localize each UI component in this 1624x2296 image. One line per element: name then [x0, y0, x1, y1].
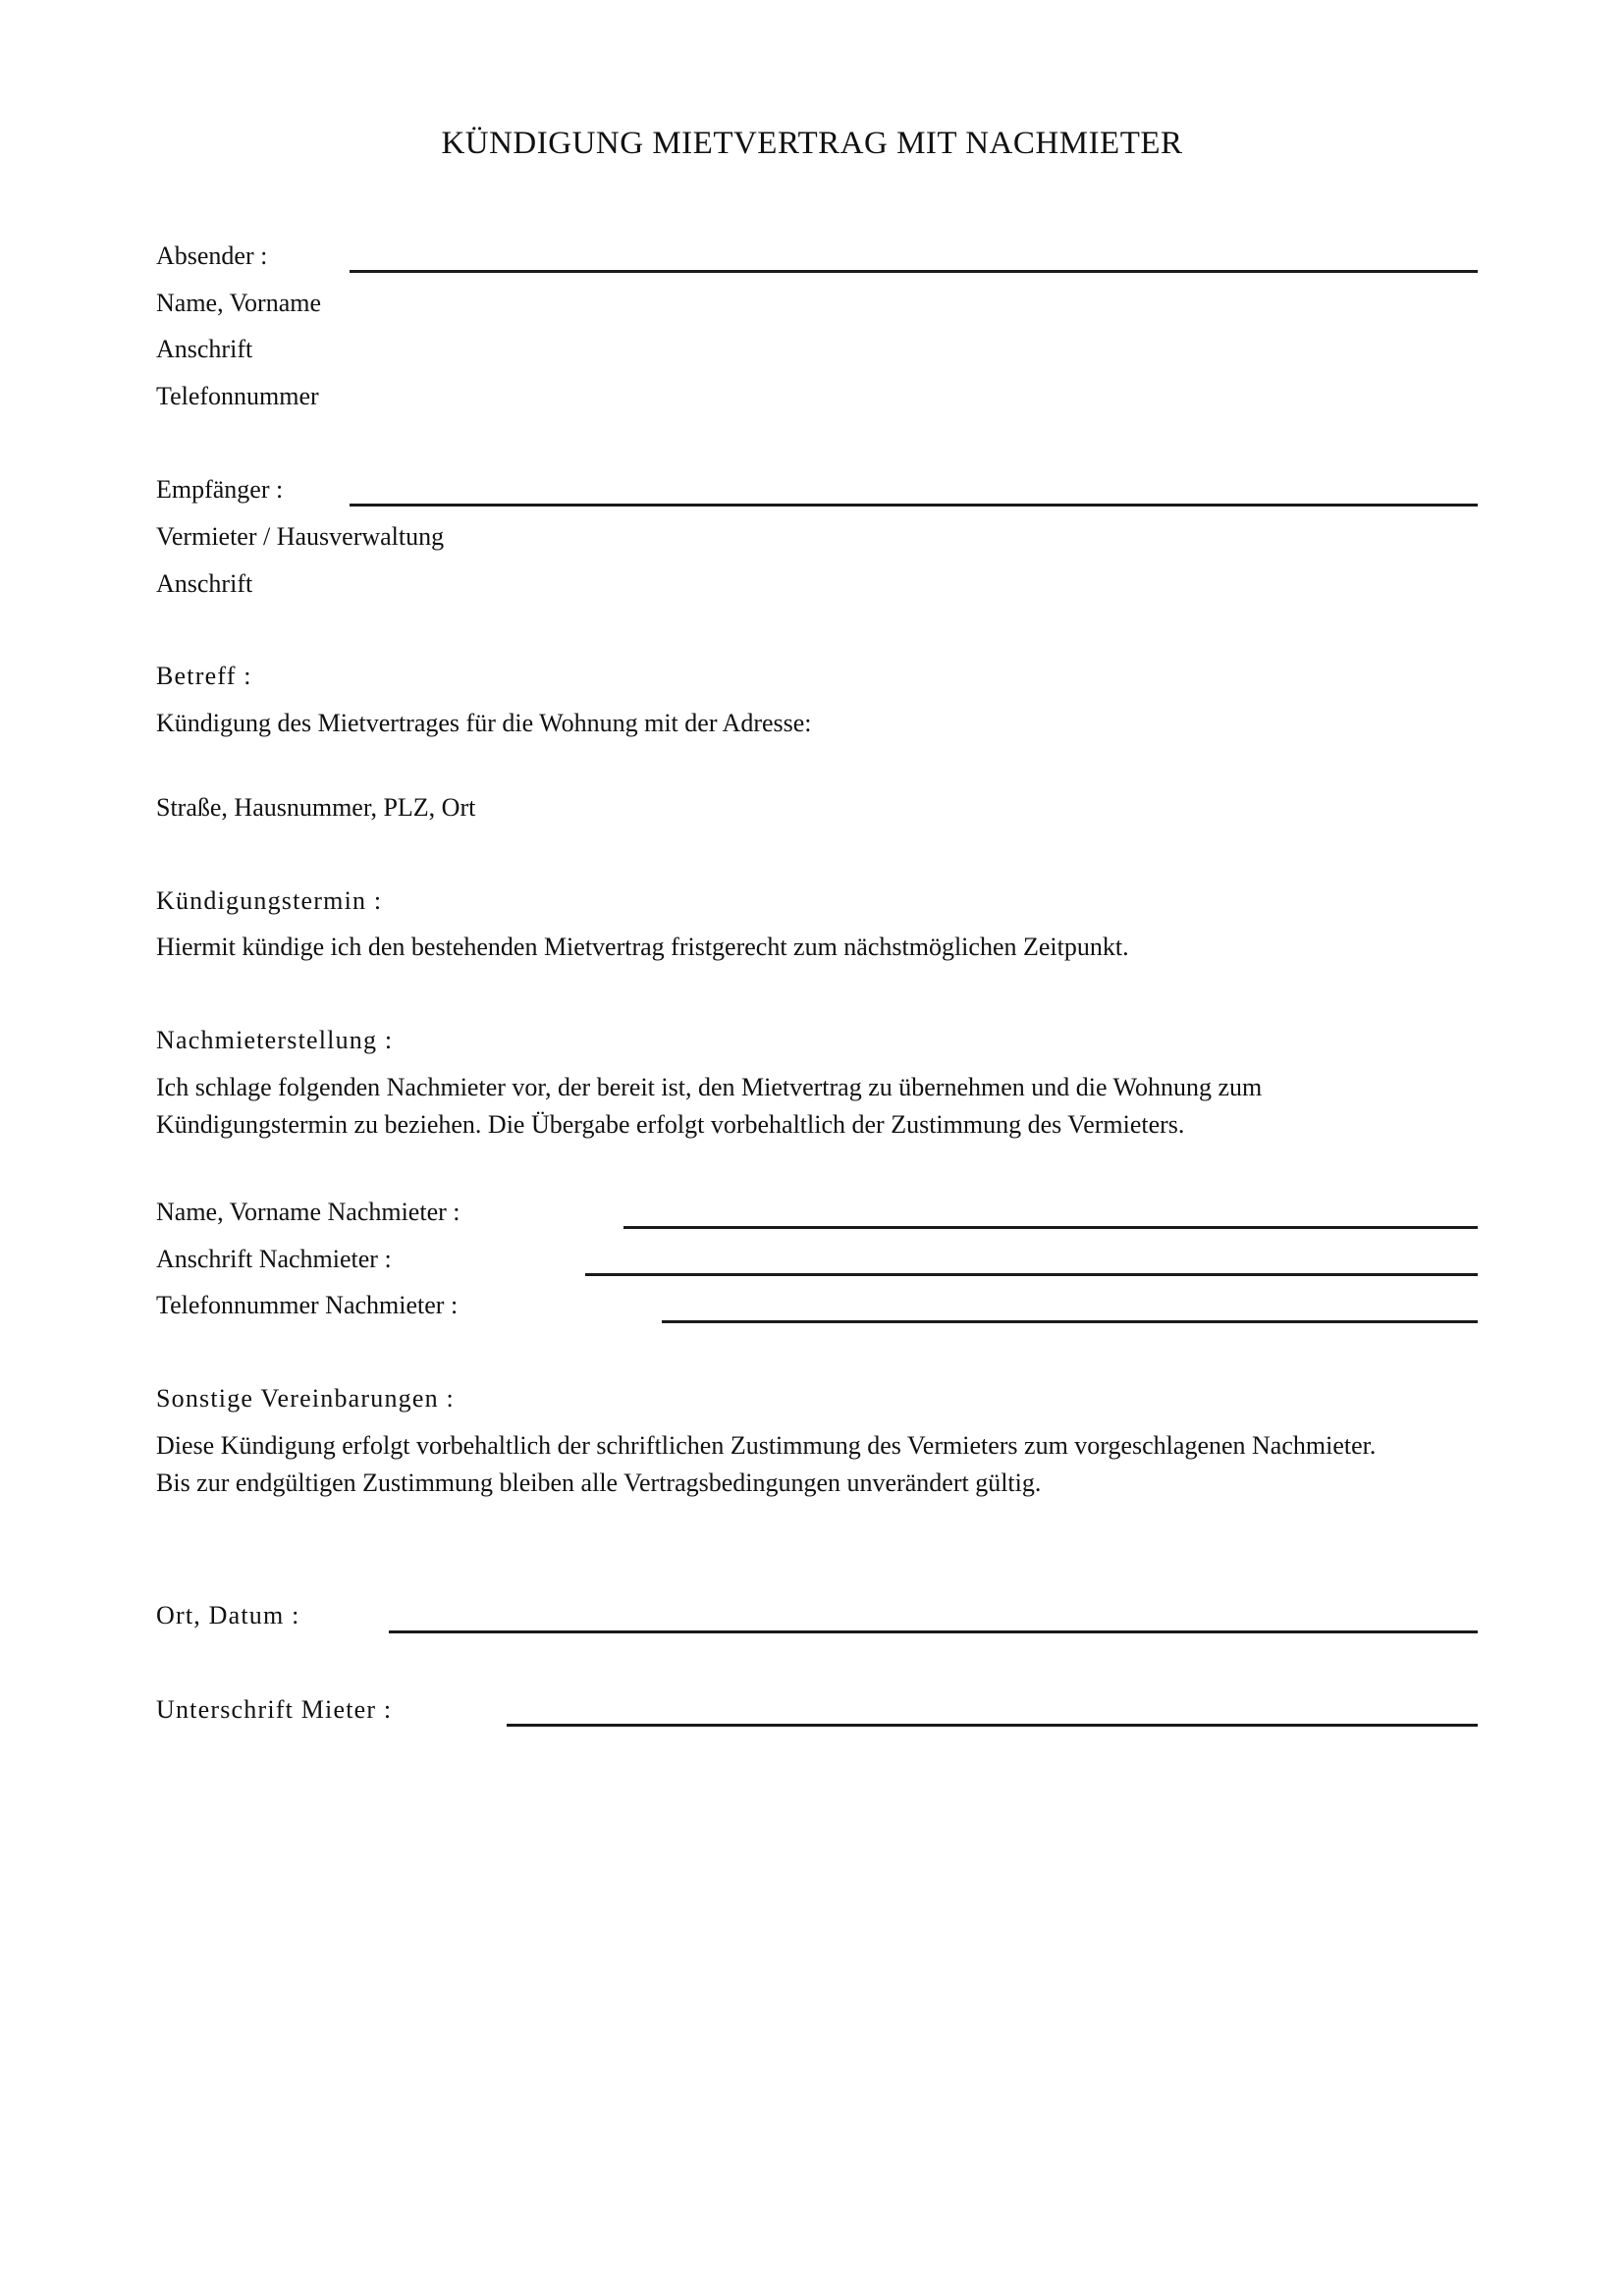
- successor-name-label: Name, Vorname Nachmieter :: [156, 1198, 460, 1226]
- signature-label: Unterschrift Mieter :: [156, 1695, 393, 1724]
- subject-address: Straße, Hausnummer, PLZ, Ort: [156, 793, 476, 822]
- recipient-address-label: Anschrift: [156, 569, 253, 598]
- other-agreements-line-1: Diese Kündigung erfolgt vorbehaltlich der schriftlichen Zustimmung des Vermieters zum vorgeschlagenen Nachmieter.: [156, 1431, 1377, 1460]
- recipient-label: Empfänger :: [156, 475, 284, 504]
- successor-name-input-line[interactable]: [623, 1226, 1478, 1229]
- subject-label: Betreff :: [156, 662, 252, 690]
- successor-address-input-line[interactable]: [585, 1273, 1478, 1276]
- sender-address-label: Anschrift: [156, 335, 253, 363]
- place-date-label: Ort, Datum :: [156, 1601, 300, 1629]
- place-date-input-line[interactable]: [389, 1630, 1478, 1633]
- recipient-landlord-label: Vermieter / Hausverwaltung: [156, 522, 445, 551]
- other-agreements-label: Sonstige Vereinbarungen :: [156, 1384, 455, 1413]
- successor-text-line-2: Kündigungstermin zu beziehen. Die Übergabe erfolgt vorbehaltlich der Zustimmung des Vermieters.: [156, 1110, 1185, 1139]
- recipient-input-line[interactable]: [350, 504, 1478, 507]
- sender-phone-label: Telefonnummer: [156, 382, 319, 410]
- signature-input-line[interactable]: [507, 1724, 1478, 1727]
- sender-input-line[interactable]: [350, 270, 1478, 273]
- termination-label: Kündigungstermin :: [156, 886, 383, 915]
- successor-label: Nachmieterstellung :: [156, 1026, 394, 1054]
- other-agreements-line-2: Bis zur endgültigen Zustimmung bleiben alle Vertragsbedingungen unverändert gültig.: [156, 1468, 1042, 1497]
- document-title: KÜNDIGUNG MIETVERTRAG MIT NACHMIETER: [441, 126, 1183, 161]
- successor-phone-label: Telefonnummer Nachmieter :: [156, 1291, 459, 1319]
- subject-text: Kündigung des Mietvertrages für die Wohnung mit der Adresse:: [156, 709, 812, 737]
- successor-phone-input-line[interactable]: [662, 1320, 1478, 1323]
- successor-address-label: Anschrift Nachmieter :: [156, 1245, 392, 1273]
- sender-label: Absender :: [156, 241, 268, 270]
- sender-name-label: Name, Vorname: [156, 289, 321, 317]
- termination-text: Hiermit kündige ich den bestehenden Mietvertrag fristgerecht zum nächstmöglichen Zeitpunkt.: [156, 933, 1129, 961]
- successor-text-line-1: Ich schlage folgenden Nachmieter vor, der bereit ist, den Mietvertrag zu übernehmen und die Wohnung zum: [156, 1073, 1263, 1101]
